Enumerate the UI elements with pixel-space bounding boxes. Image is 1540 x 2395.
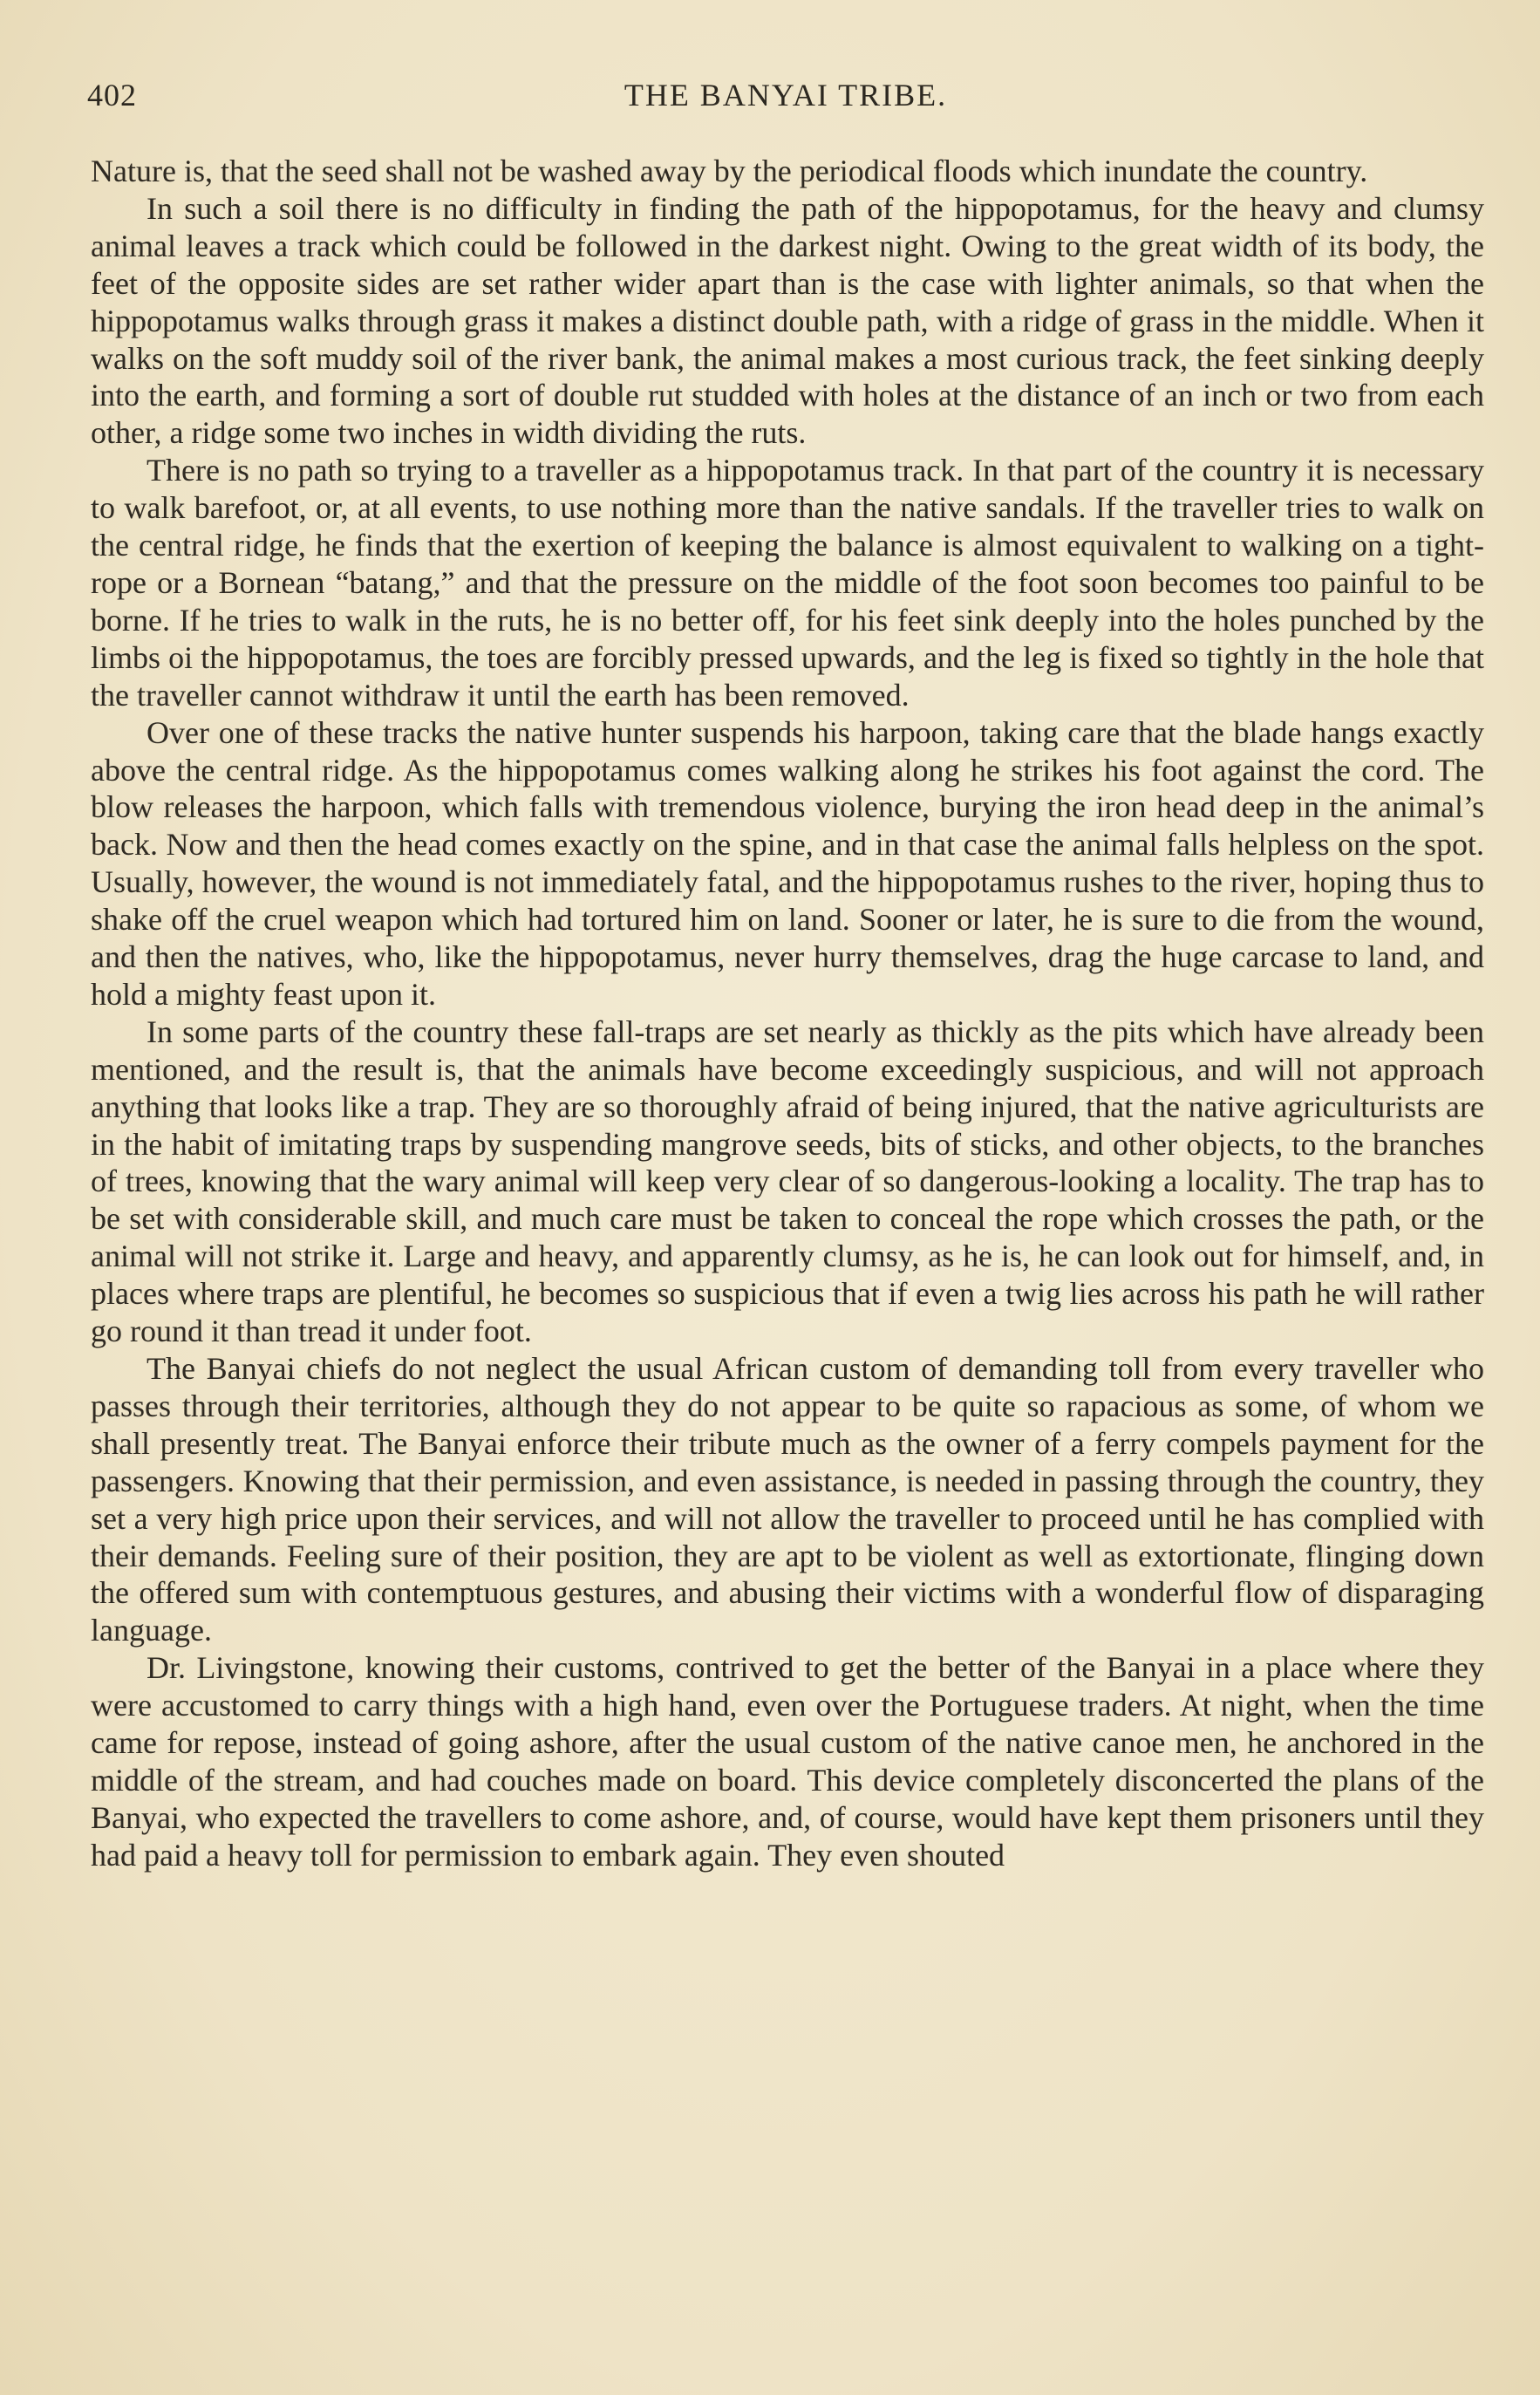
paragraph-fall-traps: In some parts of the country these fall-traps are set nearly as thickly as the pits which have already been mentioned, and the result is, that the animals have become exceedingly suspicious, and will not approach anything that looks like a trap. They are so thoroughly afraid of being injured, that the native agriculturists are in the habit of imitating traps by suspending mangrove seeds, bits of sticks, and other objects, to the branches of trees, knowing that the wary animal will keep very clear of so dangerous-looking a locality. The trap has to be set with considerable skill, and much care must be taken to conceal the rope which crosses the path, or the animal will not strike it. Large and heavy, and apparently clumsy, as he is, he can look out for himself, and, in places where traps are plentiful, he becomes so suspicious that if even a twig lies across his path he will rather go round it than tread it under foot. — [91, 1013, 1484, 1349]
body-text — [91, 153, 1484, 1874]
page-number: 402 — [87, 78, 137, 113]
paragraph-track-difficulty: There is no path so trying to a traveller as a hippopotamus track. In that part of the country it is necessary to walk barefoot, or, at all events, to use nothing more than the native sandals. If the traveller tries to walk on the central ridge, he finds that the exertion of keeping the balance is almost equivalent to walking on a tight-rope or a Bornean “batang,” and that the pressure on the middle of the foot soon becomes too painful to be borne. If he tries to walk in the ruts, he is no better off, for his feet sink deeply into the holes punched by the limbs oi the hippopotamus, the toes are forcibly pressed upwards, and the leg is fixed so tightly in the hole that the traveller cannot withdraw it until the earth has been removed. — [91, 453, 1484, 713]
paragraph-livingstone: Dr. Livingstone, knowing their customs, contrived to get the better of the Banyai in a place where they were accustomed to carry things with a high hand, even over the Portuguese traders. At night, when the time came for repose, instead of going ashore, after the usual custom of the native canoe men, he anchored in the middle of the stream, and had couches made on board. This device completely disconcerted the plans of the Banyai, who expected the travellers to come ashore, and, of course, would have kept them prisoners until they had paid a heavy toll for permission to embark again. They even shouted — [91, 1650, 1484, 1873]
paragraph-hippopotamus-path: In such a soil there is no difficulty in finding the path of the hippopotamus, for the heavy and clumsy animal leaves a track which could be followed in the darkest night. Owing to the great width of its body, the feet of the opposite sides are set rather wider apart than is the case with lighter animals, so that when the hippopotamus walks through grass it makes a distinct double path, with a ridge of grass in the middle. When it walks on the soft muddy soil of the river bank, the animal makes a most curious track, the feet sinking deeply into the earth, and forming a sort of double rut studded with holes at the distance of an inch or two from each other, a ridge some two inches in width dividing the ruts. — [91, 190, 1484, 451]
page-header — [87, 77, 1484, 126]
running-title: THE BANYAI TRIBE. — [623, 78, 948, 113]
paragraph-continuation: Nature is, that the seed shall not be washed away by the periodical floods which inundate the country. — [91, 154, 1368, 188]
paragraph-harpoon-trap: Over one of these tracks the native hunter suspends his harpoon, taking care that the blade hangs exactly above the central ridge. As the hippopotamus comes walking along he strikes his foot against the cord. The blow releases the harpoon, which falls with tremendous violence, burying the iron head deep in the animal’s back. Now and then the head comes exactly on the spine, and in that case the animal falls helpless on the spot. Usually, however, the wound is not immediately fatal, and the hippopotamus rushes to the river, hoping thus to shake off the cruel weapon which had tortured him on land. Sooner or later, he is sure to die from the wound, and then the natives, who, like the hippopotamus, never hurry themselves, drag the huge carcase to land, and hold a mighty feast upon it. — [91, 714, 1484, 1012]
paragraph-banyai-toll: The Banyai chiefs do not neglect the usual African custom of demanding toll from every traveller who passes through their territories, although they do not appear to be quite so rapacious as some, of whom we shall presently treat. The Banyai enforce their tribute much as the owner of a ferry compels payment for the passengers. Knowing that their permission, and even assistance, is needed in passing through the country, they set a very high price upon their services, and will not allow the traveller to proceed until he has complied with their demands. Feeling sure of their position, they are apt to be violent as well as extortionate, flinging down the offered sum with contemptuous gestures, and abusing their victims with a wonderful flow of disparaging language. — [91, 1351, 1484, 1648]
